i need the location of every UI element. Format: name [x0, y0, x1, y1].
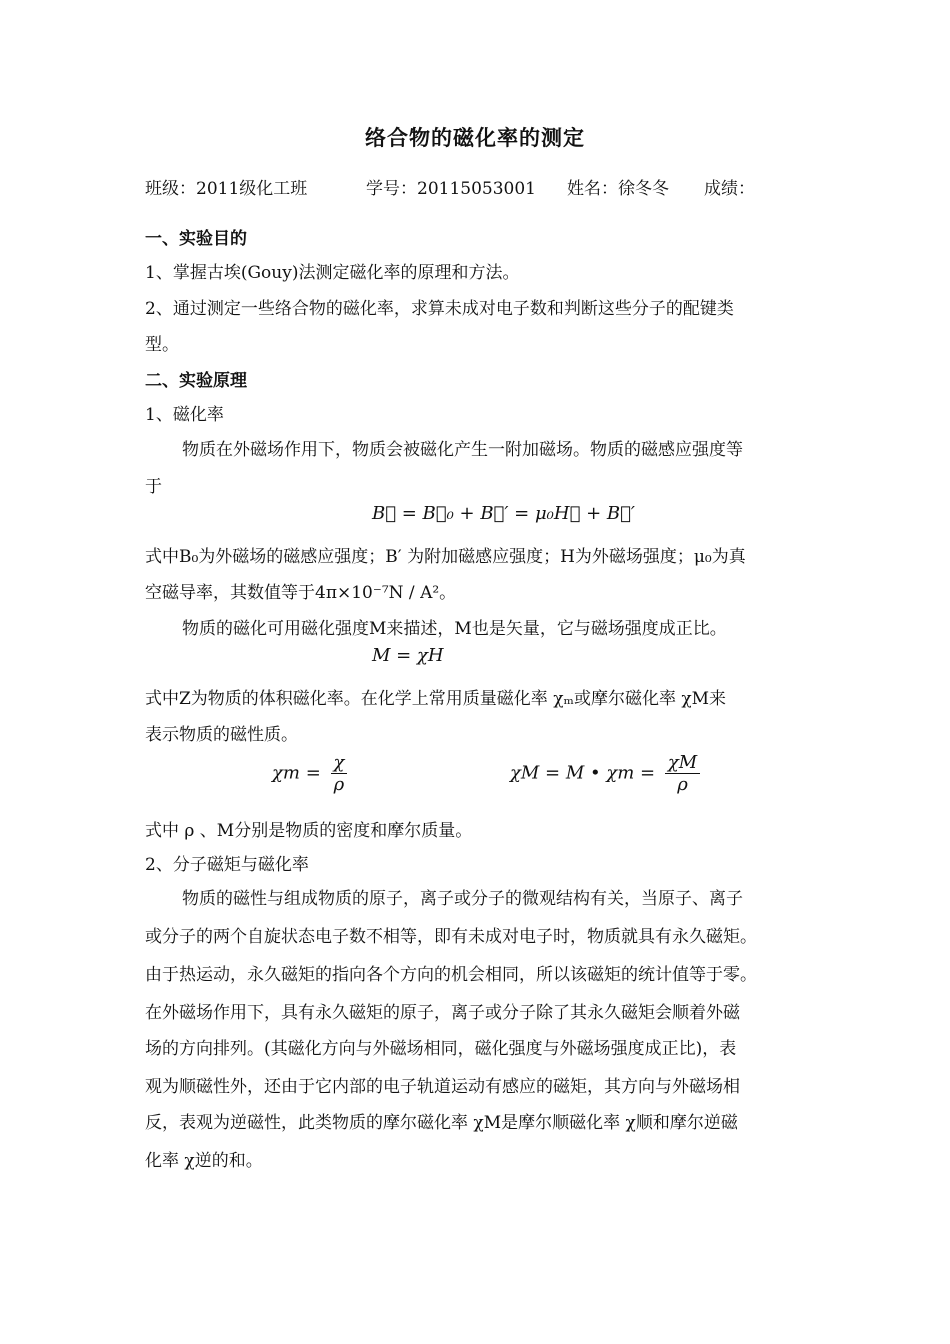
objective-item-1: 1、掌握古埃(Gouy)法测定磁化率的原理和方法。	[145, 263, 520, 283]
class-label: 班级：	[145, 179, 196, 199]
formula-magnetization: M = χH	[372, 645, 444, 666]
formula-mass-numerator: χ	[331, 752, 348, 774]
name-value: 徐冬冬	[618, 179, 669, 199]
id-label: 学号：	[366, 179, 417, 199]
section1-heading: 一、实验目的	[145, 229, 247, 249]
score-label: 成绩：	[704, 179, 755, 199]
section2-heading: 二、实验原理	[145, 371, 247, 391]
subsection-1-title: 1、磁化率	[145, 405, 224, 425]
paragraph-6-line-7: 反，表观为逆磁性，此类物质的摩尔磁化率 χM是摩尔顺磁化率 χ顺和摩尔逆磁	[145, 1113, 738, 1133]
formula-mass-fraction	[331, 752, 348, 795]
paragraph-1-line-1: 物质在外磁场作用下，物质会被磁化产生一附加磁场。物质的磁感应强度等	[182, 440, 743, 460]
paragraph-5: 式中 ρ 、M分别是物质的密度和摩尔质量。	[145, 821, 473, 841]
objective-item-2: 2、通过测定一些络合物的磁化率，求算未成对电子数和判断这些分子的配键类	[145, 299, 734, 319]
formula-molar-denominator: ρ	[677, 774, 688, 795]
formula-molar-left: χM = M • χm =	[510, 762, 656, 784]
class-value: 2011级化工班	[196, 179, 308, 199]
formula-magnetic-induction: B⃗ = B⃗₀ + B⃗′ = μ₀H⃗ + B⃗′	[372, 503, 636, 524]
subsection-2-title: 2、分子磁矩与磁化率	[145, 855, 309, 875]
student-info-line	[145, 174, 755, 199]
formula-molar-susceptibility	[510, 752, 704, 795]
paragraph-6-line-1: 物质的磁性与组成物质的原子，离子或分子的微观结构有关，当原子、离子	[182, 889, 743, 909]
paragraph-2-line-1: 式中B₀为外磁场的磁感应强度；B′ 为附加磁感应强度；H为外磁场强度；μ₀为真	[145, 547, 746, 567]
name-label: 姓名：	[567, 179, 618, 199]
paragraph-6-line-5: 场的方向排列。(其磁化方向与外磁场相同，磁化强度与外磁场强度成正比)，表	[145, 1039, 737, 1059]
paragraph-3: 物质的磁化可用磁化强度M来描述，M也是矢量，它与磁场强度成正比。	[182, 619, 727, 639]
paragraph-6-line-8: 化率 χ逆的和。	[145, 1151, 263, 1171]
paragraph-2-line-2: 空磁导率，其数值等于4π×10⁻⁷N / A²。	[145, 583, 457, 603]
formula-molar-numerator: χM	[665, 752, 700, 774]
document-title: 络合物的磁化率的测定	[365, 126, 585, 150]
paragraph-6-line-3: 由于热运动，永久磁矩的指向各个方向的机会相同，所以该磁矩的统计值等于零。	[145, 965, 757, 985]
formula-molar-fraction	[665, 752, 700, 795]
paragraph-6-line-6: 观为顺磁性外，还由于它内部的电子轨道运动有感应的磁矩，其方向与外磁场相	[145, 1077, 740, 1097]
formula-mass-susceptibility	[272, 752, 351, 795]
formula-mass-left: χm =	[272, 762, 321, 784]
paragraph-4-line-1: 式中Z为物质的体积磁化率。在化学上常用质量磁化率 χₘ或摩尔磁化率 χM来	[145, 689, 727, 709]
formula-mass-denominator: ρ	[333, 774, 345, 795]
paragraph-1-line-2: 于	[145, 477, 162, 497]
paragraph-6-line-2: 或分子的两个自旋状态电子数不相等，即有未成对电子时，物质就具有永久磁矩。	[145, 927, 757, 947]
paragraph-4-line-2: 表示物质的磁性质。	[145, 725, 298, 745]
id-value: 20115053001	[417, 179, 536, 199]
paragraph-6-line-4: 在外磁场作用下，具有永久磁矩的原子，离子或分子除了其永久磁矩会顺着外磁	[145, 1003, 740, 1023]
objective-item-2-cont: 型。	[145, 335, 179, 355]
